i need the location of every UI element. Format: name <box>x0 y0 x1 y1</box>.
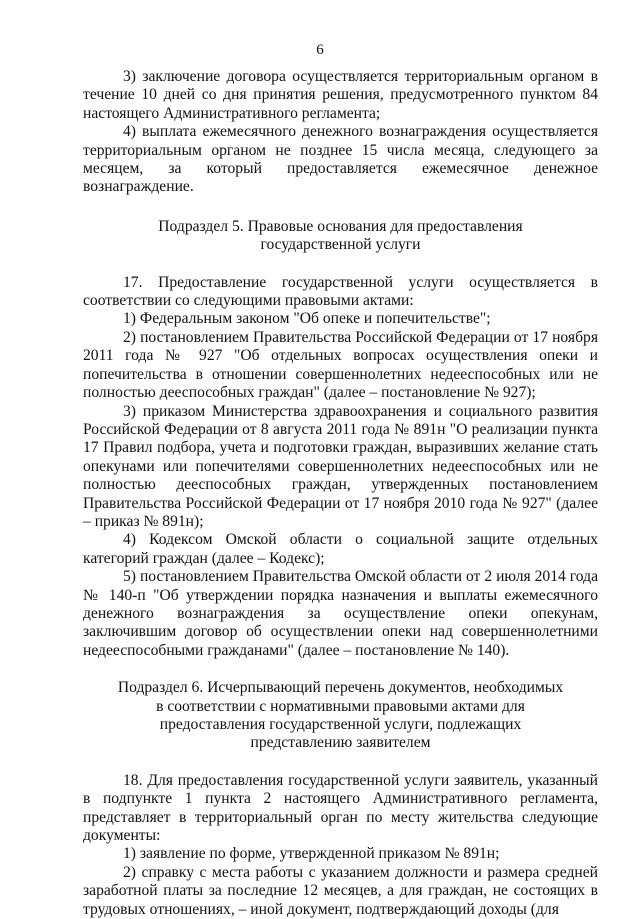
paragraph-18-doc-1: 1) заявление по форме, утвержденной приказом № 891н; <box>123 845 500 863</box>
paragraph-18-doc-2: 2) справку с места работы с указанием должности и размера средней заработной платы за последние 12 месяцев, а для граждан, не состоящих в трудовых отношениях, – иной документ, подтверждающий доходы (для <box>83 863 598 918</box>
page-number: 6 <box>316 42 324 58</box>
paragraph-18-intro: 18. Для предоставления государственной услуги заявитель, указанный в подпункте 1 пункта 2 настоящего Административного регламента, представляет в территориальный орган по месту жительства следующие документы: <box>83 771 598 845</box>
subsection-6-heading <box>83 679 598 753</box>
subsection-6-title-line: предоставления государственной услуги, подлежащих <box>159 716 522 733</box>
paragraph-17-act-1: 1) Федеральным законом "Об опеке и попечительстве"; <box>123 310 491 328</box>
document-body <box>83 68 598 919</box>
paragraph-item-3: 3) заключение договора осуществляется территориальным органом в течение 10 дней со дня принятия решения, предусмотренного пунктом 84 настоящего Административного регламента; <box>83 68 598 122</box>
paragraph-17-intro: 17. Предоставление государственной услуги осуществляется в соответствии со следующими правовыми актами: <box>83 273 598 310</box>
subsection-6-title-line: в соответствии с нормативными правовыми актами для <box>156 697 525 715</box>
paragraph-17-act-3: 3) приказом Министерства здравоохранения и социального развития Российской Федерации от 8 августа 2011 года № 891н "О реализации пункта 17 Правил подбора, учета и подготовки граждан, выразивших желание стать опекунами или попечителями совершеннолетних недееспособных или не полностью дееспособных граждан, утвержденных постановлением Правительства Российской Федерации от 17 ноября 2010 года № 927" (далее – приказ № 891н); <box>83 402 598 530</box>
paragraph-item-4: 4) выплата ежемесячного денежного вознаграждения осуществляется территориальным органом не позднее 15 числа месяца, следующего за месяцем, за который предоставляется ежемесячное денежное вознаграждение. <box>83 123 598 196</box>
paragraph-17-act-2: 2) постановлением Правительства Российской Федерации от 17 ноября 2011 года № 927 "Об отдельных вопросах осуществления опеки и попечительства в отношении совершеннолетних недееспособных или не полностью дееспособных граждан" (далее – постановление № 927); <box>83 328 598 402</box>
subsection-6-title-line: представлению заявителем <box>250 734 431 752</box>
subsection-5-heading <box>83 218 598 255</box>
subsection-6-title-line: Подраздел 6. Исчерпывающий перечень документов, необходимых <box>117 679 564 697</box>
subsection-5-title-line: государственной услуги <box>260 236 421 254</box>
subsection-5-title-line: Подраздел 5. Правовые основания для предоставления <box>158 217 523 235</box>
paragraph-17-act-5: 5) постановлением Правительства Омской области от 2 июля 2014 года № 140-п "Об утверждении порядка назначения и выплаты ежемесячного денежного вознаграждения за осуществление опеки опекунам, заключившим договор об осуществлении опеки над совершеннолетними недееспособными гражданами" (далее – постановление № 140). <box>83 568 598 659</box>
paragraph-17-act-4: 4) Кодексом Омской области о социальной защите отдельных категорий граждан (далее – Кодекс); <box>83 531 598 567</box>
